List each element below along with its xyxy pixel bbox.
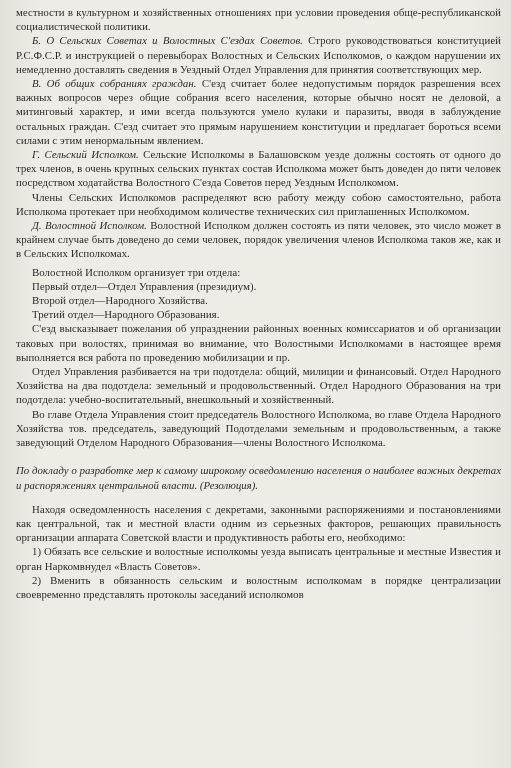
- section-b-village-councils: [16, 34, 501, 77]
- section-b-heading: Б. О Сельских Советах и Волостных С'ездах Советов.: [32, 35, 303, 48]
- paragraph-military-commissariats: С'езд высказывает пожелания об упразднении районных военных комиссариатов и об организации таковых при волостях, принимая во внимание, что Волостными Исполкомами в настоящее время выполняется вся работа по проведению мобилизации и пр.: [16, 323, 501, 364]
- paragraph-local-conditions: местности в культурном и хозяйственных отношениях при условии проведения обще-республиканской социалистической политики.: [16, 7, 501, 34]
- section-g-village-executive: [16, 148, 501, 191]
- list-item-1: 1) Обязать все сельские и волостные исполкомы уезда выписать центральные и местные Известия и орган Наркомвнудел «Власть Советов».: [16, 546, 501, 573]
- resolution-heading: По докладу о разработке мер к самому широкому осведомлению населения о наиболее важных декретах и распоряжениях центральной власти. (Резолюция).: [16, 465, 501, 492]
- section-v-heading: В. Об общих собраниях граждан.: [32, 78, 197, 91]
- department-third: Третий отдел—Народного Образования.: [32, 309, 220, 322]
- paragraph-department-heads: Во главе Отдела Управления стоит председатель Волостного Исполкома, во главе Отдела Народного Хозяйства тов. председатель, заведующий Подотделами земельным и продовольственным, а также заведующий Отделом Народного Образования—члены Волостного Исполкома.: [16, 408, 501, 450]
- section-d-text: Волостной Исполком должен состоять из пяти человек, это число может в крайнем случае быть доведено до семи человек, порядок увеличения членов Исполкома таков же, как и в Сельских Исполкомах.: [16, 220, 501, 261]
- department-first: Первый отдел—Отдел Управления (президиум).: [32, 280, 257, 293]
- department-second: Второй отдел—Народного Хозяйства.: [32, 295, 208, 308]
- section-d-heading: Д. Волостной Исполком.: [32, 220, 147, 233]
- section-g-text: Сельские Исполкомы в Балашовском уезде должны состоять от одного до трех членов, в очень крупных сельских пунктах состав Исполкома может быть доведен до пяти человек посредством ходатайства Волостного С'езда Советов перед Уездным Исполкомом.: [16, 149, 501, 190]
- paragraph-subdepartments: Отдел Управления разбивается на три подотдела: общий, милиции и финансовый. Отдел Народного Хозяйства на два подотдела: земельный и продовольственный. Отдел Народного Образования на три подотдела: учебно-воспитательный, внешкольный и хозяйственный.: [16, 366, 501, 407]
- list-item-2: 2) Вменить в обязанность сельским и волостным исполкомам в порядке централизации своевременно представлять протоколы заседаний исполкомов: [16, 574, 501, 601]
- section-b-text: Строго руководствоваться конституцией Р.С.Ф.С.Р. и инструкцией о перевыборах Волостных и Сельских Исполкомов, о каждом нарушении их немедленно доставлять сведения в Уездный Отдел Управления для принятия соответствующих мер.: [16, 35, 501, 76]
- paragraph-village-members: Члены Сельских Исполкомов распределяют всю работу между собою самостоятельно, работа Исполкома протекает при необходимом количестве технических сил приглашенных Исполкомом.: [16, 191, 501, 218]
- section-g-heading: Г. Сельский Исполком.: [32, 149, 139, 162]
- section-d-volost-executive: [16, 219, 501, 262]
- section-v-text: С'езд считает более недопустимым порядок разрешения всех важных вопросов через общие собрания всего населения, которые обычно носят не деловой, а митинговый характер, и ими всегда пользуются умело кулаки и паразиты, вводя в заблуждение остальных граждан. С'езд считает это прямым нарушением конституции и предлагает бороться всеми силами с этим ненормальным явлением.: [16, 78, 502, 147]
- section-v-general-meetings: [16, 77, 501, 148]
- paragraph-awareness: Находя осведомленность населения с декретами, законными распоряжениями и постановлениями как центральной, так и местной власти одним из серьезных факторов, решающих правильность организации аппарата Советской власти и продуктивность работы его, необходимо:: [16, 503, 501, 545]
- paragraph-three-departments: Волостной Исполком организует три отдела:: [32, 266, 241, 279]
